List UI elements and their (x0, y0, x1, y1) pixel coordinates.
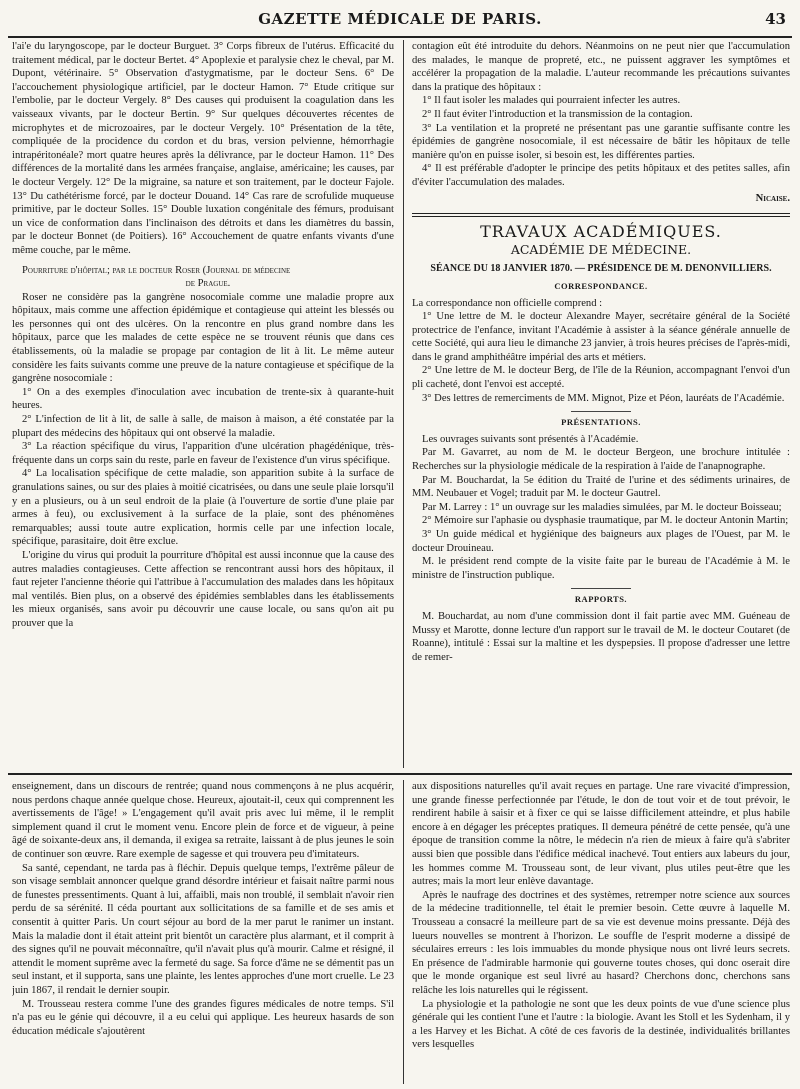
paragraph: Par M. Bouchardat, la 5e édition du Traité de l'urine et des sédiments urinaires, de MM. Neubauer et Vogel; traduit par M. le docteur Gautrel. (412, 474, 790, 500)
paragraph: Après le naufrage des doctrines et des systèmes, retremper notre science aux sources de la médecine traditionnelle, tel était le premier besoin. Cette œuvre à laquelle M. Trousseau a consacré la meilleure part de sa vie est devenue moins pressante. Déjà des lueurs nouvelles se montrent à l'horizon. Le souffle de l'esprit moderne a dissipé de séculaires erreurs : les lois immuables du monde physique nous ont livré leurs secrets. En présence de l'admirable harmonie qui gouverne toutes choses, qui donc oserait dire que le monde organique est seul livré au hasard? Cherchons donc, cherchons sans relâche les lois naturelles qui le régissent. (412, 889, 790, 996)
paragraph: M. le président rend compte de la visite faite par le bureau de l'Académie à M. le ministre de l'instruction publique. (412, 556, 790, 581)
paragraph: 3° La ventilation et la propreté ne présentant pas une garantie suffisante contre les épidémies de gangrène nosocomiale, il est nécessaire de bâtir les hôpitaux de telle manière qu'on en puisse isoler, si besoin est, les différentes parties. (412, 122, 790, 161)
correspondance-heading: CORRESPONDANCE. (554, 280, 648, 291)
article-source-cont: de Prague. (185, 278, 231, 290)
paragraph: contagion eût été introduite du dehors. Néanmoins on ne peut nier que l'accumulation des malades, le manque de propreté, etc., ne puissent aggraver les symptômes et accélérer la propagation de la maladie. L'auteur recommande les précautions suivantes dans la pratique des hôpitaux : (412, 41, 790, 93)
paragraph: 3° Un guide médical et hygiénique des baigneurs aux plages de l'Ouest, par M. le docteur Drouineau. (412, 529, 790, 554)
paragraph: 3° La réaction spécifique du virus, l'apparition d'une ulcération phagédénique, très-fréquente dans un corps sain du reste, parle en faveur de l'existence d'un virus spécifique. (12, 441, 394, 466)
paragraph: 4° Il est préférable d'adopter le principe des petits hôpitaux et des petites salles, afin d'éviter l'accumulation des malades. (412, 163, 790, 188)
paragraph: M. Trousseau restera comme l'une des grandes figures médicales de notre temps. S'il n'a pas eu le génie qui découvre, il a eu celui qui applique. Les heureux hasards de son éducation médicale s'ajoutèrent (12, 998, 394, 1037)
paragraph: 2° Il faut éviter l'introduction et la transmission de la contagion. (422, 108, 693, 120)
column-bottom-right (412, 780, 790, 1084)
column-top-left (12, 40, 394, 768)
article-heading (12, 264, 394, 291)
paragraph: Sa santé, cependant, ne tarda pas à fléchir. Depuis quelque temps, l'extrême pâleur de son visage semblait annoncer quelque grand désordre intérieur et faisait naître parmi nous de funestes pressentiments. Quant à lui, affaibli, mais non troublé, il semblait n'avoir rien perdu de sa sérénité. Il céda pourtant aux sollicitations de sa famille et de ses amis et consentit à quitter Paris. Un court séjour au bord de la mer parut le ranimer un instant. Mais la maladie dont il était atteint prit bientôt un caractère plus alarmant, et il comprit à des signes qu'il ne pouvait méconnaître, qu'il n'avait plus qu'à mourir. Calme et résigné, il attendit le moment suprême avec la fermeté du sage. Sa force d'âme ne se démentit pas un seul instant, et il supporta, sans une plainte, les lentes approches d'une mort cruelle. Le 23 juin 1867, il rendait le dernier soupir. (12, 862, 394, 996)
column-divider (403, 780, 404, 1084)
paragraph: Roser ne considère pas la gangrène nosocomiale comme une maladie propre aux hôpitaux, mais comme une affection épidémique et contagieuse qui atteint les blessés ou les personnes qui ont des ulcères. On la rencontre en plus grand nombre dans les hôpitaux, parce que les malades de cette espèce ne se trouvent réunis que dans ces établissements, où la maladie se propage par contagion de lit à lit. Le même auteur considère les faits suivants comme une preuve de la nature contagieuse et spécifique de la gangrène nosocomiale : (12, 291, 394, 385)
page-header (0, 10, 800, 32)
paragraph: 1° Une lettre de M. le docteur Alexandre Mayer, secrétaire général de la Société protectrice de l'enfance, invitant l'Académie à assister à la séance générale annuelle de cette Société, qui aura lieu le dimanche 23 janvier, à trois heures précises de l'après-midi, dans le grand amphithéâtre impérial des arts et métiers. (412, 311, 790, 363)
paragraph: 4° La localisation spécifique de cette maladie, son apparition subite à la surface de granulations saines, ou sur des plaies à moitié cicatrisées, ou dans une seule plaie lorsqu'il y en a plusieurs, ou à un seul endroit de la plaie (à l'ouverture de sortie d'une plaie par armes à feu), ou exclusivement à la surface de la plaie, sont des phénomènes remarquables; aussi toute autre explication, hormis celle par une infection locale, spécifique, parasitaire, doit être exclue. (12, 468, 394, 548)
paragraph: La physiologie et la pathologie ne sont que les deux points de vue d'une science plus générale qui les contient l'une et l'autre : la biologie. Avant les Stoll et les Sydenham, il y a les Harvey et les Bichat. A côté de ces favoris de la destinée, individualités brillantes vers lesquelles (412, 998, 790, 1051)
rapports-heading: RAPPORTS. (574, 594, 628, 605)
paragraph: 3° Des lettres de remerciments de MM. Mignot, Pize et Péon, lauréats de l'Académie. (422, 392, 785, 404)
article-source: ; par le docteur Roser (Journal de médecine (106, 264, 291, 276)
subsection-title: ACADÉMIE DE MÉDECINE. (510, 241, 692, 257)
section-title: TRAVAUX ACADÉMIQUES. (480, 222, 722, 242)
paragraph: l'ai'e du laryngoscope, par le docteur Burguet. 3° Corps fibreux de l'utérus. Efficacité du traitement médical, par le docteur Bertet. 4° Apoplexie et paralysie chez le cheval, par M. Dupont, vétérinaire. 5° Observation d'astygmatisme, par le docteur Sens. 6° De l'accouchement physiologique artificiel, par le docteur Hamon. 7° Etude critique sur l'embolie, par le docteur Vergely. 8° Des causes qui produisent la coagulation dans les vaisseaux vivants, par le docteur Bertin. 9° Sur quelques découvertes récentes de microphytes et de microzoaires, par le docteur Vergely. 10° Présentation de la tête, compliquée de la procidence du cordon et du bras, version pelvienne, hémorrhagie intrapéritonéale? mort quatre heures après la délivrance, par le docteur Hamon. 11° Des différences de la mortalité dans les armées française, anglaise, américaine; les causes, par le docteur Vergely. 12° De la migraine, sa nature et son traitement, par le docteur Fajole. 13° Du cathétérisme forcé, par le docteur Douand. 14° Cas rare de scrofulide muqueuse primitive, par le docteur Solles. 15° Double luxation congénitale des fémurs, produisant un vice de conformation dans l'inclinaison des détroits et dans les diamètres du bassin, par le docteur Bonnet (de Poitiers). 16° Accouchement de quatre enfants vivants d'une même couche, par le même. (12, 41, 394, 256)
section-rule (412, 213, 790, 217)
divider (571, 588, 631, 589)
journal-title: GAZETTE MÉDICALE DE PARIS. (258, 10, 542, 28)
column-bottom-left (12, 780, 394, 1084)
paragraph: M. Bouchardat, au nom d'une commission dont il fait partie avec MM. Guéneau de Mussy et Marotte, donne lecture d'un rapport sur le travail de M. le docteur Coutaret (de Roanne), intitulé : Essai sur la maltine et les dyspepsies. Il propose d'adresser une lettre de remer- (412, 610, 790, 663)
paragraph: 2° L'infection de lit à lit, de salle à salle, de maison à maison, a été constatée par la plupart des médecins des hôpitaux qui ont observé la maladie. (12, 414, 394, 439)
header-rule (8, 36, 792, 38)
author-signature: Nicaise. (755, 192, 790, 204)
paragraph: L'origine du virus qui produit la pourriture d'hôpital est aussi inconnue que la cause des autres maladies contagieuses. Cette affection se rencontrant aussi hors des hôpitaux, il faut rejeter l'ancienne théorie qui l'attribue à l'accumulation des malades dans les hôpitaux mal ventilés. Bien plus, on a observé des épidémies semblables dans les établissements les mieux organisés, sans avoir pu découvrir une cause locale, ou sans qu'on ait pu prouver que la (12, 549, 394, 629)
divider (571, 411, 631, 412)
session-heading: SÉANCE DU 18 JANVIER 1870. — PRÉSIDENCE DE M. DENONVILLIERS. (430, 263, 772, 275)
paragraph: 2° Une lettre de M. le docteur Berg, de l'île de la Réunion, accompagnant l'envoi d'un pli cacheté, dont l'envoi est accepté. (412, 365, 790, 391)
column-divider (403, 40, 404, 768)
section-divider (8, 773, 792, 775)
paragraph: 2° Mémoire sur l'aphasie ou dysphasie traumatique, par M. le docteur Antonin Martin; (422, 515, 789, 527)
paragraph: Les ouvrages suivants sont présentés à l'Académie. (422, 433, 639, 445)
page-number: 43 (765, 10, 786, 28)
paragraph: aux dispositions naturelles qu'il avait reçues en partage. Une rare vivacité d'impression, une grande finesse perfectionnée par l'étude, le don de tout voir et de tout prévoir, le rendirent habile à saisir et à fixer ce qui se laisse difficilement atteindre, et plus habile encore à en dégager les préceptes pratiques. Il demeura pénétré de cette pensée, qu'à une époque de transition comme la nôtre, le médecin n'a rien de mieux à faire qu'à s'abriter aussi bien que possible dans l'édifice médical inachevé. Tout entiers aux labeurs du jour, les hommes comme M. Trousseau sont, de leur vivant, plus utiles peut-être que les autres; mais la mort leur enlève davantage. (412, 781, 790, 888)
paragraph: 1° On a des exemples d'inoculation avec incubation de trente-six à quarante-huit heures. (12, 386, 394, 412)
column-top-right (412, 40, 790, 768)
paragraph: enseignement, dans un discours de rentrée; quand nous commençons à ne plus acquérir, nous perdons chaque année quelque chose. Heureux, ajoutait-il, ceux qui comprennent les avertissements de l'âge! » L'engagement qu'il avait pris avec lui même, il le remplit simplement quand il crut le moment venu. Encore plein de force et de vigueur, à peine âgé de soixante-deux ans, il demanda, il exigea sa retraite, laissant à de plus jeunes le soin de continuer son œuvre. Rare exemple de sagesse et qui trouvera peu d'imitateurs. (12, 781, 394, 860)
presentations-heading: PRÉSENTATIONS. (561, 417, 641, 428)
article-title: Pourriture d'hôpital (22, 264, 107, 276)
paragraph: Par M. Gavarret, au nom de M. le docteur Bergeon, une brochure intitulée : Recherches sur la physiologie médicale de la respiration à l'aide de l'anapnographe. (412, 447, 790, 473)
paragraph: 1° Il faut isoler les malades qui pourraient infecter les autres. (422, 95, 681, 107)
paragraph: La correspondance non officielle comprend : (412, 297, 603, 309)
paragraph: Par M. Larrey : 1° un ouvrage sur les maladies simulées, par M. le docteur Boisseau; (422, 501, 782, 513)
